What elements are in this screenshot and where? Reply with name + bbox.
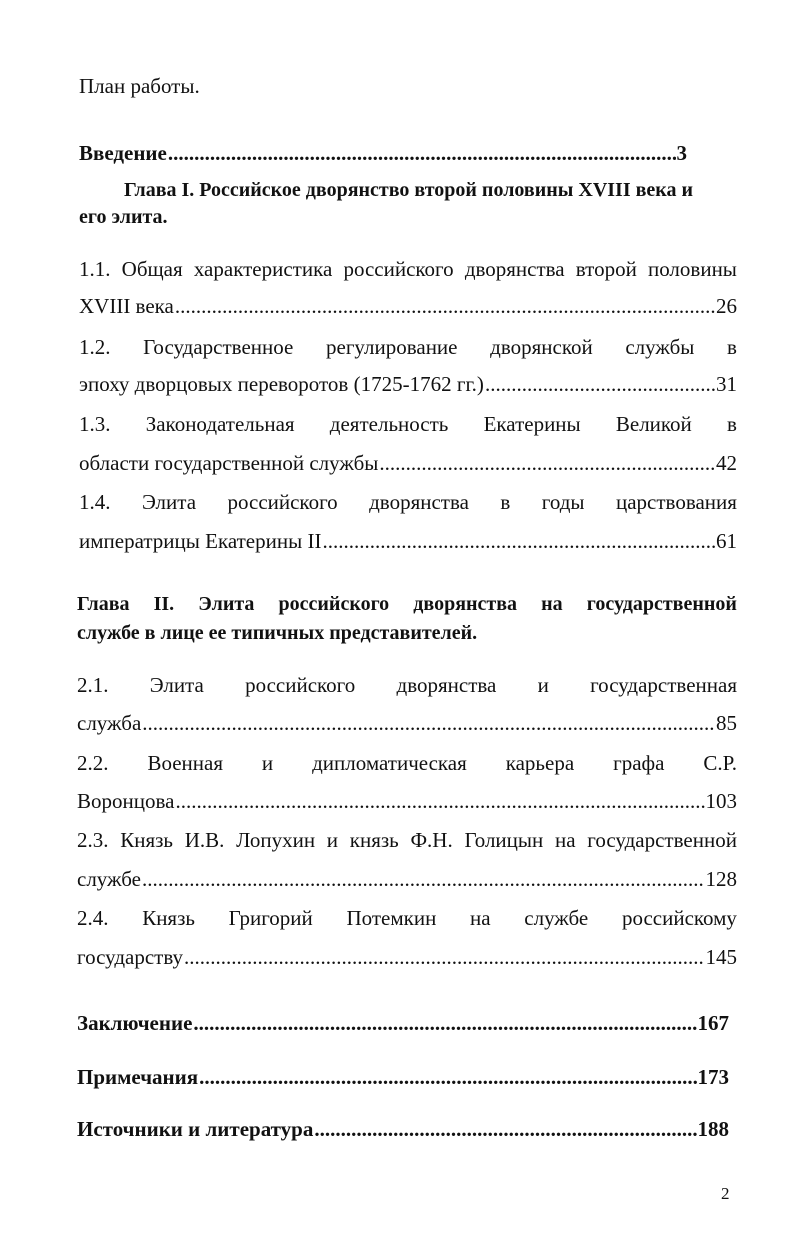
toc-conclusion-label: Заключение [77, 1011, 193, 1035]
word: Государственное [143, 335, 294, 359]
toc-conclusion [77, 1011, 729, 1036]
word: Законодательная [145, 412, 295, 436]
toc-2-2-line2 [77, 789, 737, 814]
word: российского [343, 257, 454, 281]
toc-entry-page: 42 [716, 451, 737, 475]
word: службе [524, 906, 589, 930]
word: второй [575, 257, 637, 281]
word: 2.1. [77, 673, 109, 697]
word: Григорий [228, 906, 313, 930]
word: в [727, 412, 737, 436]
toc-entry-page: 128 [705, 867, 737, 891]
word: Лопухин [236, 828, 316, 852]
chapter1-title-line2: его элита. [79, 206, 168, 228]
word: графа [613, 751, 665, 775]
word: Глава [77, 593, 130, 615]
word: 1.2. [79, 335, 111, 359]
toc-entry-page: 31 [716, 372, 737, 396]
word: II. [153, 593, 175, 615]
word: 1.1. [79, 257, 111, 281]
toc-entry-text: области государственной службы [79, 451, 379, 475]
toc-entry-page: 85 [716, 711, 737, 735]
word: царствования [616, 490, 737, 514]
toc-sources-label: Источники и литература [77, 1117, 314, 1141]
toc-2-1-line2 [77, 711, 737, 736]
word: Военная [147, 751, 223, 775]
word: государственной [586, 593, 737, 615]
toc-entry-text: служба [77, 711, 142, 735]
word: на [554, 828, 576, 852]
toc-2-3-line2 [77, 867, 737, 892]
word: дворянства [396, 673, 497, 697]
word: Великой [615, 412, 692, 436]
word: Общая [121, 257, 183, 281]
toc-intro [79, 141, 687, 166]
word: службы [625, 335, 695, 359]
word: князь [349, 828, 399, 852]
word: Потемкин [346, 906, 437, 930]
word: российского [227, 490, 338, 514]
word: дворянства [369, 490, 469, 514]
toc-intro-label: Введение [79, 141, 167, 165]
toc-1-1-line2 [79, 294, 737, 319]
word: 2.2. [77, 751, 109, 775]
word: Екатерины [483, 412, 581, 436]
word: на [541, 593, 563, 615]
word: регулирование [326, 335, 458, 359]
leader-dots [322, 529, 715, 554]
toc-1-4-line1 [79, 490, 737, 515]
toc-conclusion-page: 167 [697, 1011, 729, 1035]
toc-sources-page: 188 [697, 1117, 729, 1141]
toc-entry-text: службе [77, 867, 141, 891]
word: характеристика [193, 257, 333, 281]
toc-entry-page: 145 [705, 945, 737, 969]
word: российскому [621, 906, 737, 930]
chapter2-title-line2: службе в лице ее типичных представителей. [77, 622, 478, 644]
toc-2-4-line2 [77, 945, 737, 970]
toc-entry-page: 61 [716, 529, 737, 553]
toc-1-3-line1 [79, 412, 737, 437]
chapter2-title-line1 [77, 593, 737, 616]
word: годы [541, 490, 585, 514]
toc-entry-page: 103 [705, 789, 737, 813]
toc-2-4-line1 [77, 906, 737, 931]
leader-dots [199, 1065, 696, 1090]
leader-dots [175, 789, 704, 814]
toc-2-2-line1 [77, 751, 737, 776]
toc-entry-text: государству [77, 945, 184, 969]
toc-1-4-line2 [79, 529, 737, 554]
toc-notes [77, 1065, 729, 1090]
toc-entry-text: императрицы Екатерины II [79, 529, 322, 553]
word: Князь [142, 906, 195, 930]
toc-1-2-line1 [79, 335, 737, 360]
toc-entry-page: 26 [716, 294, 737, 318]
leader-dots [184, 945, 704, 970]
word: деятельность [329, 412, 449, 436]
leader-dots [485, 372, 715, 397]
toc-notes-page: 173 [697, 1065, 729, 1089]
word: российского [278, 593, 390, 615]
word: в [727, 335, 737, 359]
toc-1-1-line1 [79, 257, 737, 282]
word: 2.3. [77, 828, 109, 852]
word: и [537, 673, 549, 697]
toc-2-3-line1 [77, 828, 737, 853]
word: дворянской [490, 335, 593, 359]
word: на [470, 906, 491, 930]
toc-sources [77, 1117, 729, 1142]
word: государственной [587, 828, 737, 852]
word: Князь [120, 828, 173, 852]
leader-dots [142, 711, 715, 736]
toc-1-3-line2 [79, 451, 737, 476]
word: в [500, 490, 511, 514]
word: дворянства [413, 593, 518, 615]
toc-1-2-line2 [79, 372, 737, 397]
toc-notes-label: Примечания [77, 1065, 199, 1089]
word: государственная [590, 673, 737, 697]
word: 2.4. [77, 906, 109, 930]
leader-dots [379, 451, 715, 476]
word: Элита [149, 673, 204, 697]
word: дворянства [464, 257, 565, 281]
word: 1.4. [79, 490, 111, 514]
toc-entry-text: XVIII века [79, 294, 174, 318]
leader-dots [168, 141, 676, 166]
word: Элита [141, 490, 197, 514]
leader-dots [314, 1117, 696, 1142]
word: половины [647, 257, 737, 281]
word: дипломатическая [312, 751, 467, 775]
word: российского [245, 673, 356, 697]
chapter1-title-line1: Глава I. Российское дворянство второй половины XVIII века и [124, 179, 694, 201]
page-number: 2 [721, 1184, 730, 1203]
toc-entry-text: эпоху дворцовых переворотов (1725-1762 гг.) [79, 372, 484, 396]
word: 1.3. [79, 412, 111, 436]
leader-dots [142, 867, 705, 892]
word: И.В. [184, 828, 225, 852]
word: Элита [198, 593, 255, 615]
leader-dots [193, 1011, 696, 1036]
word: Ф.Н. [410, 828, 453, 852]
word: и [261, 751, 274, 775]
word: карьера [505, 751, 575, 775]
toc-2-1-line1 [77, 673, 737, 698]
plan-title: План работы. [79, 74, 200, 98]
leader-dots [175, 294, 715, 319]
word: Голицын [464, 828, 544, 852]
word: и [326, 828, 339, 852]
word: С.Р. [703, 751, 737, 775]
toc-intro-page: 3 [676, 141, 687, 165]
toc-entry-text: Воронцова [77, 789, 175, 813]
